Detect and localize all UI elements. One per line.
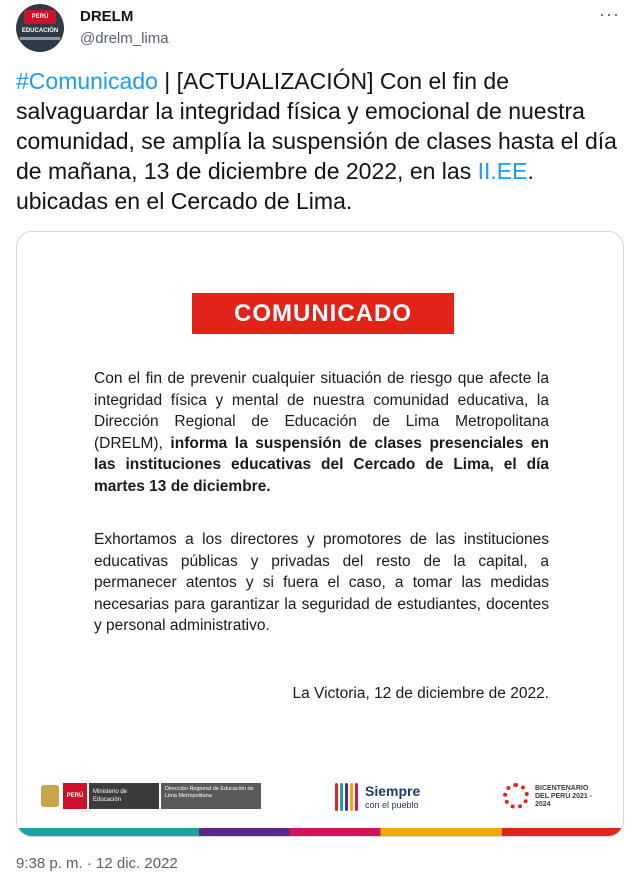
ministerio-logo-text: Ministerio de Educación (89, 783, 159, 809)
hashtag-link[interactable]: #Comunicado (16, 68, 158, 94)
tweet-text-part2: . ubicadas en el Cercado de Lima. (16, 158, 534, 214)
avatar-text: EDUCACIÓN (21, 28, 59, 34)
comunicado-banner (192, 293, 454, 334)
more-options-icon[interactable]: ··· (599, 4, 620, 24)
colored-bars-icon (335, 783, 361, 811)
p1-bold: informa la suspensión de clases presenciales en las instituciones educativas del Cercado de Lima, el día martes 13 de diciembre. (94, 434, 549, 495)
siempre-text: Siempre (365, 783, 421, 799)
communique-date: La Victoria, 12 de diciembre de 2022. (292, 685, 549, 702)
account-handle[interactable]: @drelm_lima (80, 30, 169, 47)
account-name[interactable]: DRELM (80, 8, 134, 25)
communique-paragraph-2: Exhortamos a los directores y promotores de las instituciones educativas públicas y privadas del resto de la capital, a permanecer atentos y si fuera el caso, a tomar las medidas necesarias para garantizar la seguridad de estudiantes, docentes y personal administrativo. (94, 531, 549, 634)
banner-title: COMUNICADO (234, 300, 412, 327)
bicentenario-text: BICENTENARIO DEL PERÚ 2021 - 2024 (535, 785, 593, 808)
bicentenario-ring-icon (503, 783, 529, 809)
dre-logo-text: Dirección Regional de Educación de Lima Metropolitana (161, 783, 261, 809)
peru-logo-text: PERÚ (63, 783, 87, 809)
color-stripe (17, 828, 623, 836)
communique-paragraph-1 (94, 368, 549, 497)
avatar-flag-text: PERÚ (31, 14, 49, 20)
avatar-underline (20, 37, 60, 40)
bicentenario-logo (501, 781, 611, 815)
coat-of-arms-icon (41, 785, 59, 807)
p1-normal: Con el fin de prevenir cualquier situación de riesgo que afecte la integridad física y mental de nuestra comunidad educativa, la Dirección Regional de Educación de Lima Metropolitana (DRELM), (94, 370, 549, 452)
minedu-logo (41, 781, 261, 811)
iiee-link[interactable]: II.EE (477, 158, 528, 184)
tweet-image[interactable] (16, 231, 624, 837)
footer-logos (17, 767, 623, 827)
con-el-pueblo-text: con el pueblo (365, 800, 419, 810)
tweet-text (16, 66, 628, 216)
tweet-header (16, 4, 624, 54)
tweet-text-part1: | [ACTUALIZACIÓN] Con el fin de salvaguardar la integridad física y emocional de nuestra comunidad, se amplía la suspensión de clases hasta el día de mañana, 13 de diciembre de 2022, en las (16, 68, 617, 184)
avatar[interactable] (16, 4, 64, 52)
siempre-con-el-pueblo-logo (335, 781, 435, 815)
tweet-timestamp[interactable]: 9:38 p. m. · 12 dic. 2022 (16, 855, 178, 872)
